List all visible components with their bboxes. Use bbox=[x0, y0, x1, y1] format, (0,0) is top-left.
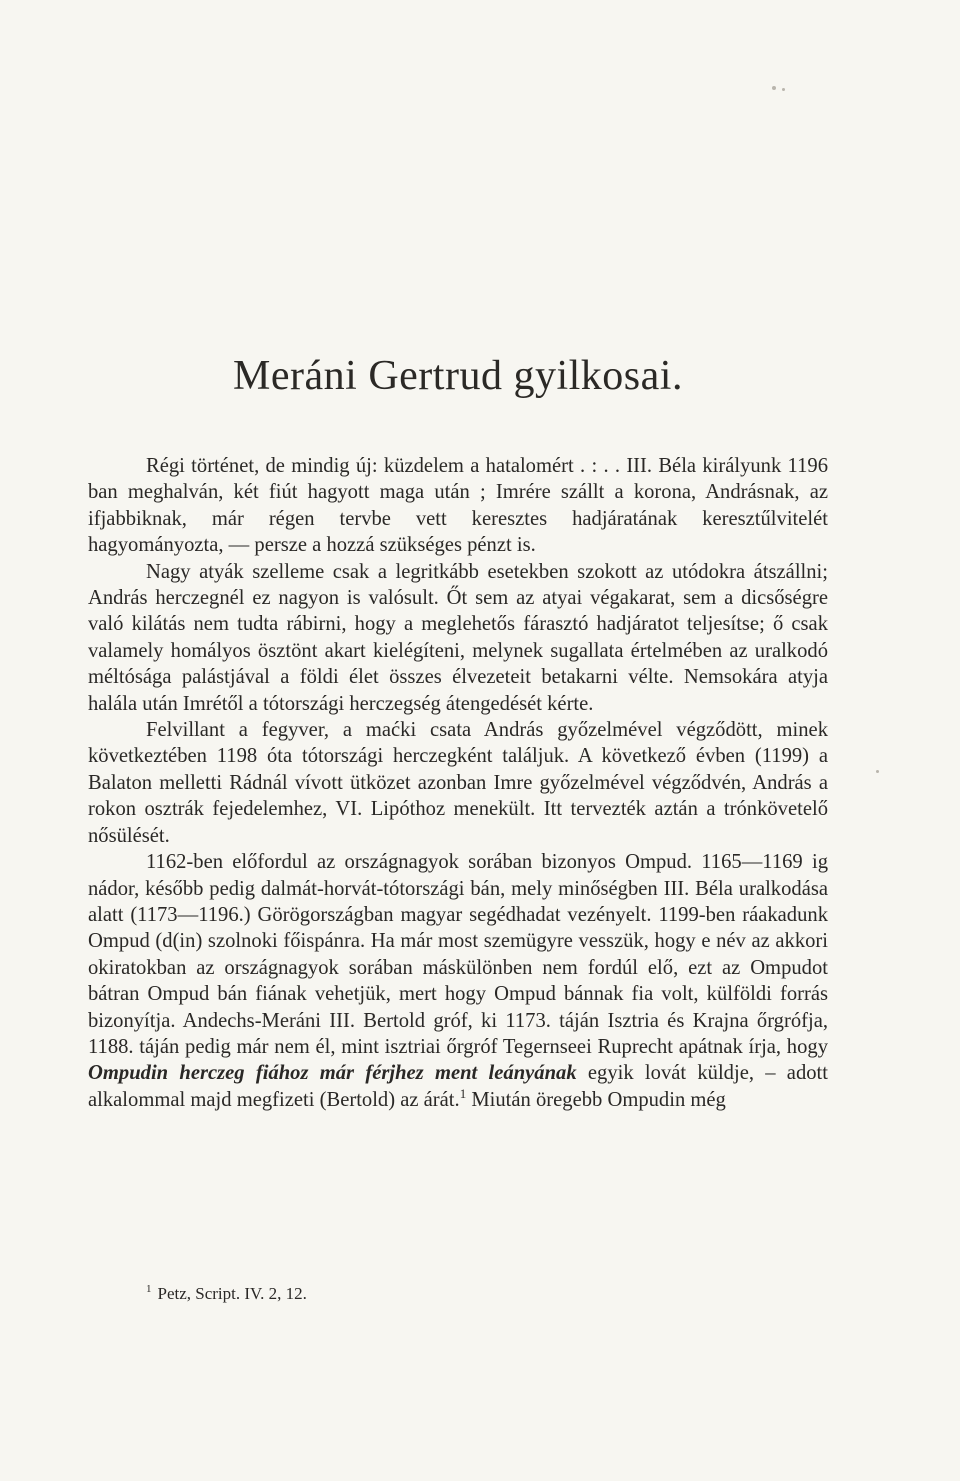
paragraph-1: Régi történet, de mindig új: küzdelem a hatalomért . : . . III. Béla királyunk 1196 ban meghalván, két fiút hagyott maga után ; Imrére szállt a korona, Andrásnak, az ifjabbiknak, már régen tervbe vett keresztes hadjáratának keresztűlvitelét hagyományozta, — persze a hozzá szükséges pénzt is. bbox=[88, 455, 828, 557]
paragraph-4-continuation: egyik lovát küldje, – adott alkalommal majd megfizeti (Bertold) az árát. bbox=[88, 1062, 828, 1111]
footnote-text: Petz, Script. IV. 2, 12. bbox=[157, 1284, 307, 1303]
paragraph-4-tail: Miután öregebb Ompudin még bbox=[466, 1088, 726, 1111]
footnote-mark: 1 bbox=[146, 1283, 152, 1296]
document-page bbox=[88, 0, 828, 1481]
paragraph-2: Nagy atyák szelleme csak a legritkább esetekben szokott az utódokra átszállni; András herczegnél ez nagyon is valósult. Őt sem az atyai végakarat, sem a dicsőségre való kilátás nem tudta rábirni, hogy a meglehetős fárasztó hadjáratot teljesítse; ő csak valamely homályos ösztönt akart kielégíteni, melynek sugallata értelmében az uralkodó méltósága palástjával a földi élet összes élvezeteit betakarni vélte. Nemsokára atyja halála után Imrétől a tótországi herczegség átengedését kérte. bbox=[88, 560, 828, 715]
paragraph-3: Felvillant a fegyver, a maćki csata András győzelmével végződött, minek következtében 1198 óta tótországi herczegként találjuk. A következő évben (1199) a Balaton melletti Rádnál vívott ütközet azonban Imre győzelmével végződvén, András a rokon osztrák fejedelemhez, VI. Lipóthoz menekült. Itt tervezték aztán a trónkövetelő nősülését. bbox=[88, 719, 828, 847]
paper-speck bbox=[782, 88, 785, 91]
emphasized-quote: Ompudin herczeg fiához már férjhez ment leányának bbox=[88, 1062, 577, 1085]
paper-speck bbox=[876, 770, 879, 773]
document-body bbox=[88, 453, 828, 1113]
document-title: Meráni Gertrud gyilkosai. bbox=[233, 353, 683, 399]
footnote-reference: 1 bbox=[459, 1085, 467, 1101]
paragraph-4 bbox=[88, 849, 828, 1113]
footnote bbox=[146, 1284, 307, 1304]
paragraph-4-text: 1162-ben előfordul az országnagyok sorában bizonyos Ompud. 1165—1169 ig nádor, később pedig dalmát-horvát-tótországi bán, mely minőségben III. Béla uralkodása alatt (1173—1196.) Görögországban magyar segédhadat vezényelt. 1199-ben ráakadunk Ompud (d(in) szolnoki főispánra. Ha már most szemügyre vesszük, hogy e név az akkori okiratokban az országnagyok sorában máskülönben nem fordúl elő, ezt az Ompudot bátran Ompud bán fiának vehetjük, mert hogy Ompud bánnak fia volt, külföldi forrás bizonyítja. Andechs-Meráni III. Bertold gróf, ki 1173. táján Isztria és Krajna őrgrófja, 1188. táján pedig már nem él, mint isztriai őrgróf Tegernseei Ruprecht apátnak írja, hogy bbox=[88, 851, 828, 1058]
paper-speck bbox=[772, 86, 776, 90]
